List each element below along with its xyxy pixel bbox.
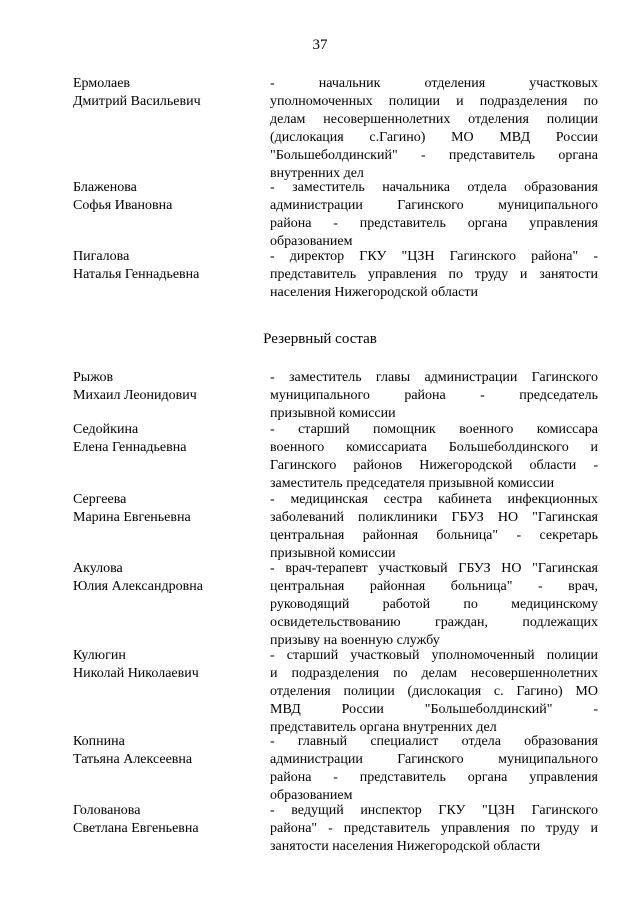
- role-line: администрации Гагинского муниципального: [270, 198, 598, 213]
- role-line: образованием: [270, 788, 353, 803]
- role-line: центральная районная больница" - секретарь: [270, 528, 598, 543]
- member-surname: Акулова: [73, 561, 123, 576]
- member-name: [73, 491, 191, 527]
- role-line: призыву на военную службу: [270, 633, 440, 648]
- role-line: - врач-терапевт участковый ГБУЗ НО "Гагинская: [270, 561, 598, 576]
- role-line: руководящий работой по медицинскому: [270, 597, 598, 612]
- member-role: [270, 733, 598, 805]
- role-line: администрации Гагинского муниципального: [270, 752, 598, 767]
- role-line: - медицинская сестра кабинета инфекционных: [270, 492, 598, 507]
- role-line: - заместитель главы администрации Гагинского: [270, 370, 598, 385]
- member-given-names: Михаил Леонидович: [73, 388, 197, 403]
- role-line: - главный специалист отдела образования: [270, 734, 598, 749]
- page-number: 37: [312, 37, 328, 53]
- member-given-names: Юлия Александровна: [73, 579, 203, 594]
- role-line: (дислокация с.Гагино) МО МВД России: [270, 130, 598, 145]
- member-given-names: Наталья Геннадьевна: [73, 267, 200, 282]
- member-name: [73, 421, 186, 457]
- role-line: внутренних дел: [270, 166, 364, 181]
- member-role: [270, 75, 598, 183]
- role-line: военного комиссариата Большеболдинского и: [270, 440, 598, 455]
- member-given-names: Николай Николаевич: [73, 666, 199, 681]
- member-name: [73, 733, 192, 769]
- member-name: [73, 560, 203, 596]
- member-role: [270, 491, 598, 563]
- role-line: района - представитель органа управления: [270, 770, 598, 785]
- role-line: призывной комиссии: [270, 546, 396, 561]
- member-surname: Рыжов: [73, 370, 114, 385]
- member-role: [270, 369, 598, 423]
- member-given-names: Светлана Евгеньевна: [73, 821, 199, 836]
- role-line: Гагинского районов Нижегородской области -: [270, 458, 598, 473]
- role-line: представитель управления по труду и занятости: [270, 267, 598, 282]
- role-line: - старший участковый уполномоченный полиции: [270, 648, 598, 663]
- member-name: [73, 75, 201, 111]
- member-role: [270, 179, 598, 251]
- reserve-section-title: Резервный состав: [263, 331, 377, 347]
- role-line: освидетельствованию граждан, подлежащих: [270, 615, 598, 630]
- role-line: делам несовершеннолетних отделения полиции: [270, 112, 598, 127]
- member-surname: Сергеева: [73, 492, 127, 507]
- member-role: [270, 647, 598, 737]
- role-line: - старший помощник военного комиссара: [270, 422, 598, 437]
- member-name: [73, 647, 199, 683]
- role-line: - ведущий инспектор ГКУ "ЦЗН Гагинского: [270, 803, 598, 818]
- member-surname: Блаженова: [73, 180, 137, 195]
- member-surname: Ермолаев: [73, 76, 131, 91]
- role-line: отделения полиции (дислокация с. Гагино) МО: [270, 684, 598, 699]
- role-line: муниципального района - председатель: [270, 388, 598, 403]
- role-line: представитель органа внутренних дел: [270, 720, 497, 735]
- role-line: занятости населения Нижегородской области: [270, 839, 541, 854]
- role-line: населения Нижегородской области: [270, 285, 478, 300]
- member-name: [73, 179, 172, 215]
- member-given-names: Татьяна Алексеевна: [73, 752, 193, 767]
- role-line: уполномоченных полиции и подразделения по: [270, 94, 598, 109]
- role-line: заболеваний поликлиники ГБУЗ НО "Гагинская: [270, 510, 598, 525]
- role-line: центральная районная больница" - врач,: [270, 579, 598, 594]
- role-line: образованием: [270, 234, 353, 249]
- member-given-names: Софья Ивановна: [73, 198, 173, 213]
- role-line: района" - представитель управления по труду и: [270, 821, 598, 836]
- member-surname: Голованова: [73, 803, 141, 818]
- member-surname: Пигалова: [73, 249, 130, 264]
- member-name: [73, 802, 199, 838]
- member-given-names: Елена Геннадьевна: [73, 440, 187, 455]
- role-line: заместитель председателя призывной комиссии: [270, 476, 555, 491]
- role-line: и подразделения по делам несовершеннолетних: [270, 666, 598, 681]
- member-role: [270, 421, 598, 493]
- role-line: - начальник отделения участковых: [270, 76, 598, 91]
- role-line: МВД России "Большеболдинский" -: [270, 702, 598, 717]
- member-given-names: Дмитрий Васильевич: [73, 94, 201, 109]
- member-given-names: Марина Евгеньевна: [73, 510, 191, 525]
- member-role: [270, 248, 598, 302]
- role-line: - директор ГКУ "ЦЗН Гагинского района" -: [270, 249, 598, 264]
- role-line: "Большеболдинский" - представитель органа: [270, 148, 598, 163]
- role-line: района - представитель органа управления: [270, 216, 598, 231]
- member-name: [73, 248, 199, 284]
- member-surname: Копнина: [73, 734, 125, 749]
- member-role: [270, 802, 598, 856]
- role-line: призывной комиссии: [270, 406, 396, 421]
- member-surname: Кулюгин: [73, 648, 126, 663]
- member-name: [73, 369, 197, 405]
- member-role: [270, 560, 598, 650]
- member-surname: Седойкина: [73, 422, 139, 437]
- role-line: - заместитель начальника отдела образования: [270, 180, 598, 195]
